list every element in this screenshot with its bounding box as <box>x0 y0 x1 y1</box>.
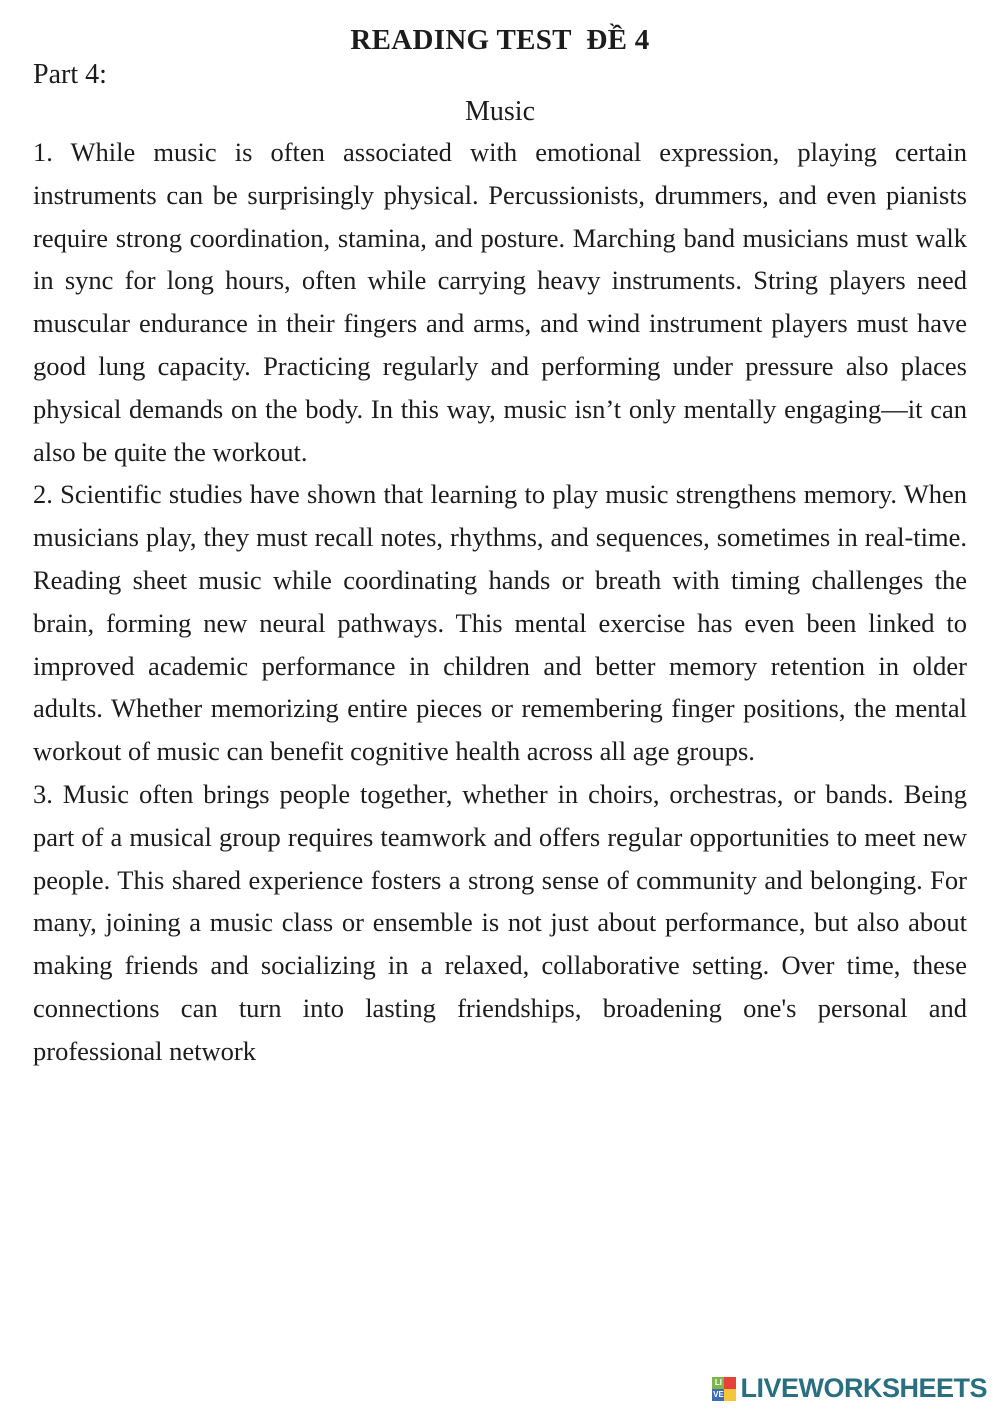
page-title: READING TEST ĐỀ 4 <box>350 24 650 56</box>
liveworksheets-logo-icon <box>712 1377 736 1401</box>
passage-heading: Music <box>465 96 535 127</box>
paragraph-1: 1. While music is often associated with emotional expression, playing certain instruments can be surprisingly physical. Percussionists, drummers, and even pianists require strong coordination, stamina, and posture. Marching band musicians must walk in sync for long hours, often while carrying heavy instruments. String players need muscular endurance in their fingers and arms, and wind instrument players must have good lung capacity. Practicing regularly and performing under pressure also places physical demands on the body. In this way, music isn’t only mentally engaging—it can also be quite the workout. <box>33 137 967 467</box>
paragraph-3: 3. Music often brings people together, whether in choirs, orchestras, or bands. Being part of a musical group requires teamwork and offers regular opportunities to meet new people. This shared experience fosters a strong sense of community and belonging. For many, joining a music class or ensemble is not just about performance, but also about making friends and socializing in a relaxed, collaborative setting. Over time, these connections can turn into lasting friendships, broadening one's personal and professional network <box>33 778 967 1066</box>
part-label: Part 4: <box>33 59 107 90</box>
logo-square-green: LI <box>712 1377 724 1389</box>
liveworksheets-brand-text: LIVEWORKSHEETS <box>740 1373 987 1403</box>
liveworksheets-footer-link[interactable] <box>712 1373 987 1404</box>
logo-square-blue: VE <box>713 1389 724 1399</box>
logo-square-red <box>724 1377 736 1389</box>
logo-square-yellow <box>724 1389 736 1401</box>
paragraph-2: 2. Scientific studies have shown that learning to play music strengthens memory. When musicians play, they must recall notes, rhythms, and sequences, sometimes in real-time. Reading sheet music while coordinating hands or breath with timing challenges the brain, forming new neural pathways. This mental exercise has even been linked to improved academic performance in children and better memory retention in older adults. Whether memorizing entire pieces or remembering finger positions, the mental workout of music can benefit cognitive health across all age groups. <box>33 479 967 767</box>
